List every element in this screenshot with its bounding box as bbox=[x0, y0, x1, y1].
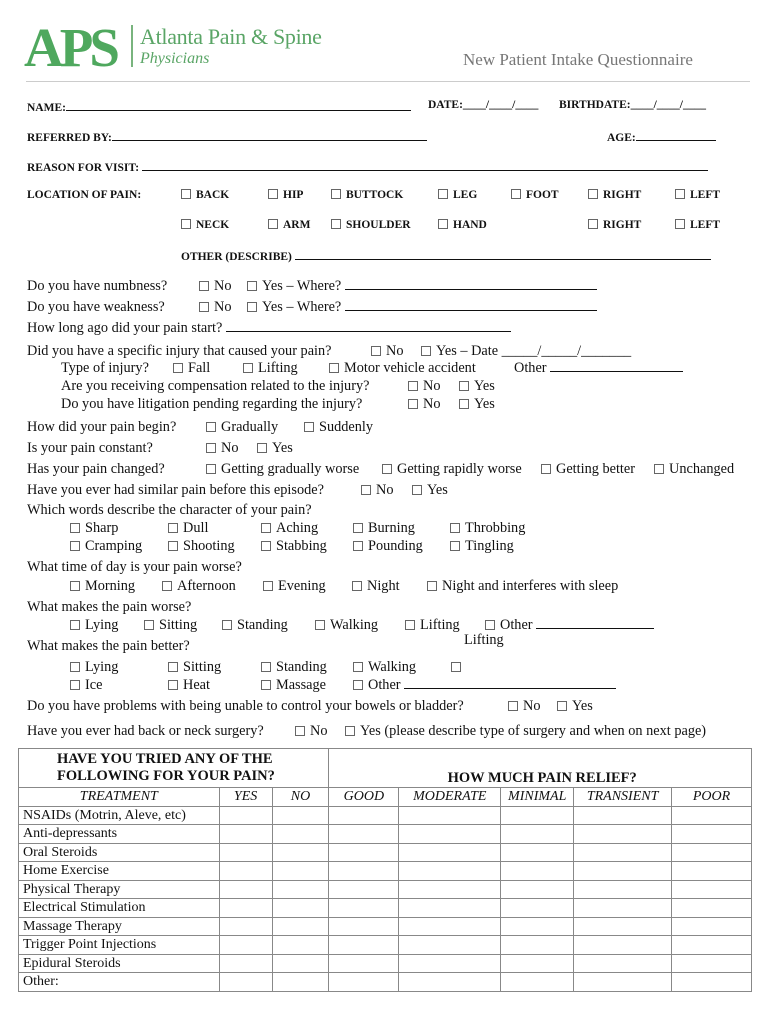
location-label: LOCATION OF PAIN: bbox=[27, 189, 142, 201]
treatment-cell-moderate[interactable] bbox=[399, 880, 501, 899]
weakness-yes[interactable]: Yes – Where? bbox=[247, 299, 597, 316]
treatment-cell-moderate[interactable] bbox=[399, 806, 501, 825]
table-header-row bbox=[19, 749, 752, 788]
loc-shoulder[interactable]: SHOULDER bbox=[331, 219, 411, 231]
brand-divider bbox=[131, 25, 133, 67]
treatment-cell-yes[interactable] bbox=[219, 936, 272, 955]
treatment-cell-minimal[interactable] bbox=[501, 973, 574, 992]
litigation-question: Do you have litigation pending regarding the injury? bbox=[61, 396, 363, 412]
table-row bbox=[19, 973, 752, 992]
treatment-cell-poor[interactable] bbox=[672, 825, 752, 844]
char-cramping[interactable]: Cramping bbox=[70, 538, 142, 555]
treatment-cell-yes[interactable] bbox=[219, 843, 272, 862]
treatment-cell-minimal[interactable] bbox=[501, 825, 574, 844]
worse-lying[interactable]: Lying bbox=[70, 617, 118, 634]
treatment-cell-yes[interactable] bbox=[219, 880, 272, 899]
brand-subtitle: Physicians bbox=[140, 50, 210, 67]
treatment-cell-no[interactable] bbox=[272, 862, 329, 881]
changed-rapidly-worse[interactable]: Getting rapidly worse bbox=[382, 461, 522, 478]
table-row bbox=[19, 825, 752, 844]
treatment-cell-yes[interactable] bbox=[219, 899, 272, 918]
table-column-row bbox=[19, 788, 752, 807]
loc-leg[interactable]: LEG bbox=[438, 189, 477, 201]
treatment-cell-poor[interactable] bbox=[672, 936, 752, 955]
treatment-name: Electrical Stimulation bbox=[19, 899, 220, 918]
treatment-cell-no[interactable] bbox=[272, 954, 329, 973]
worse-standing[interactable]: Standing bbox=[222, 617, 288, 634]
col-poor: POOR bbox=[672, 788, 752, 807]
similar-yes[interactable]: Yes bbox=[412, 482, 448, 499]
constant-yes[interactable]: Yes bbox=[257, 440, 293, 457]
better-massage[interactable]: Massage bbox=[261, 677, 326, 694]
bowel-yes[interactable]: Yes bbox=[557, 698, 593, 715]
better-standing[interactable]: Standing bbox=[261, 659, 327, 676]
loc-left-1[interactable]: LEFT bbox=[675, 189, 720, 201]
treatment-name: Massage Therapy bbox=[19, 917, 220, 936]
table-header-left: HAVE YOU TRIED ANY OF THE FOLLOWING FOR YOUR PAIN? bbox=[19, 749, 329, 788]
table-row bbox=[19, 936, 752, 955]
injury-other[interactable]: Other bbox=[514, 360, 683, 377]
treatment-cell-minimal[interactable] bbox=[501, 862, 574, 881]
treatment-name: Home Exercise bbox=[19, 862, 220, 881]
treatment-cell-minimal[interactable] bbox=[501, 899, 574, 918]
treatment-cell-poor[interactable] bbox=[672, 862, 752, 881]
bowel-question: Do you have problems with being unable to control your bowels or bladder? bbox=[27, 698, 464, 714]
worse-sitting[interactable]: Sitting bbox=[144, 617, 197, 634]
char-pounding[interactable]: Pounding bbox=[353, 538, 423, 555]
treatment-name: Anti-depressants bbox=[19, 825, 220, 844]
treatment-name: Other: bbox=[19, 973, 220, 992]
weakness-no[interactable]: No bbox=[199, 299, 231, 316]
changed-unchanged[interactable]: Unchanged bbox=[654, 461, 734, 478]
table-row bbox=[19, 806, 752, 825]
col-moderate: MODERATE bbox=[399, 788, 501, 807]
treatment-cell-good[interactable] bbox=[329, 936, 399, 955]
better-lifting-label: Lifting bbox=[464, 632, 504, 648]
loc-foot[interactable]: FOOT bbox=[511, 189, 559, 201]
begin-question: How did your pain begin? bbox=[27, 419, 177, 435]
brand-name: Atlanta Pain & Spine bbox=[140, 24, 322, 49]
loc-back[interactable]: BACK bbox=[181, 189, 229, 201]
other-describe-field[interactable]: OTHER (DESCRIBE) bbox=[181, 248, 711, 263]
compensation-question: Are you receiving compensation related to the injury? bbox=[61, 378, 370, 394]
treatment-cell-yes[interactable] bbox=[219, 825, 272, 844]
char-throbbing[interactable]: Throbbing bbox=[450, 520, 525, 537]
treatment-name: Epidural Steroids bbox=[19, 954, 220, 973]
treatment-cell-moderate[interactable] bbox=[399, 843, 501, 862]
treatment-cell-poor[interactable] bbox=[672, 954, 752, 973]
treatment-cell-moderate[interactable] bbox=[399, 862, 501, 881]
treatment-cell-transient[interactable] bbox=[574, 880, 672, 899]
treatment-cell-transient[interactable] bbox=[574, 899, 672, 918]
similar-no[interactable]: No bbox=[361, 482, 393, 499]
col-treatment: TREATMENT bbox=[19, 788, 220, 807]
treatment-cell-good[interactable] bbox=[329, 954, 399, 973]
better-question: What makes the pain better? bbox=[27, 638, 190, 654]
loc-hand[interactable]: HAND bbox=[438, 219, 487, 231]
compensation-yes[interactable]: Yes bbox=[459, 378, 495, 395]
char-stabbing[interactable]: Stabbing bbox=[261, 538, 327, 555]
worse-question: What makes the pain worse? bbox=[27, 599, 192, 615]
treatment-cell-no[interactable] bbox=[272, 843, 329, 862]
better-other[interactable]: Other bbox=[353, 677, 616, 694]
numbness-no[interactable]: No bbox=[199, 278, 231, 295]
treatment-cell-no[interactable] bbox=[272, 880, 329, 899]
col-yes: YES bbox=[219, 788, 272, 807]
treatment-cell-good[interactable] bbox=[329, 973, 399, 992]
treatment-cell-transient[interactable] bbox=[574, 973, 672, 992]
treatment-cell-moderate[interactable] bbox=[399, 973, 501, 992]
table-row bbox=[19, 880, 752, 899]
loc-neck[interactable]: NECK bbox=[181, 219, 229, 231]
logo-text: APS bbox=[24, 22, 116, 70]
surgery-question: Have you ever had back or neck surgery? bbox=[27, 723, 264, 739]
treatment-cell-yes[interactable] bbox=[219, 973, 272, 992]
col-minimal: MINIMAL bbox=[501, 788, 574, 807]
char-aching[interactable]: Aching bbox=[261, 520, 318, 537]
better-sitting[interactable]: Sitting bbox=[168, 659, 221, 676]
injury-mva[interactable]: Motor vehicle accident bbox=[329, 360, 476, 377]
compensation-no[interactable]: No bbox=[408, 378, 440, 395]
treatment-cell-minimal[interactable] bbox=[501, 954, 574, 973]
treatment-cell-poor[interactable] bbox=[672, 899, 752, 918]
birthdate-field[interactable]: BIRTHDATE:____/____/____ bbox=[559, 99, 706, 111]
loc-right-2[interactable]: RIGHT bbox=[588, 219, 641, 231]
better-lying[interactable]: Lying bbox=[70, 659, 118, 676]
how-long-field[interactable]: How long ago did your pain start? bbox=[27, 320, 511, 337]
treatment-name: Trigger Point Injections bbox=[19, 936, 220, 955]
loc-arm[interactable]: ARM bbox=[268, 219, 310, 231]
treatment-cell-yes[interactable] bbox=[219, 954, 272, 973]
treatment-name: NSAIDs (Motrin, Aleve, etc) bbox=[19, 806, 220, 825]
table-header-right: HOW MUCH PAIN RELIEF? bbox=[329, 749, 752, 788]
treatment-cell-transient[interactable] bbox=[574, 825, 672, 844]
similar-question: Have you ever had similar pain before this episode? bbox=[27, 482, 324, 498]
treatment-cell-good[interactable] bbox=[329, 825, 399, 844]
constant-no[interactable]: No bbox=[206, 440, 238, 457]
treatment-cell-transient[interactable] bbox=[574, 917, 672, 936]
treatment-cell-moderate[interactable] bbox=[399, 936, 501, 955]
treatment-cell-yes[interactable] bbox=[219, 806, 272, 825]
treatment-cell-moderate[interactable] bbox=[399, 954, 501, 973]
treatment-cell-moderate[interactable] bbox=[399, 917, 501, 936]
aps-logo bbox=[24, 22, 124, 70]
col-transient: TRANSIENT bbox=[574, 788, 672, 807]
treatment-cell-good[interactable] bbox=[329, 862, 399, 881]
treatment-cell-poor[interactable] bbox=[672, 843, 752, 862]
better-ice[interactable]: Ice bbox=[70, 677, 102, 694]
time-question: What time of day is your pain worse? bbox=[27, 559, 242, 575]
treatment-cell-good[interactable] bbox=[329, 899, 399, 918]
treatment-name: Oral Steroids bbox=[19, 843, 220, 862]
treatment-cell-yes[interactable] bbox=[219, 862, 272, 881]
character-question: Which words describe the character of your pain? bbox=[27, 502, 312, 518]
treatment-cell-minimal[interactable] bbox=[501, 880, 574, 899]
treatment-cell-poor[interactable] bbox=[672, 806, 752, 825]
treatment-cell-moderate[interactable] bbox=[399, 899, 501, 918]
name-field[interactable]: NAME: bbox=[27, 99, 411, 114]
table-row bbox=[19, 899, 752, 918]
treatment-cell-no[interactable] bbox=[272, 917, 329, 936]
worse-walking[interactable]: Walking bbox=[315, 617, 378, 634]
treatment-cell-minimal[interactable] bbox=[501, 843, 574, 862]
changed-question: Has your pain changed? bbox=[27, 461, 165, 477]
treatment-cell-poor[interactable] bbox=[672, 973, 752, 992]
table-row bbox=[19, 843, 752, 862]
changed-better[interactable]: Getting better bbox=[541, 461, 635, 478]
treatment-cell-good[interactable] bbox=[329, 843, 399, 862]
bowel-no[interactable]: No bbox=[508, 698, 540, 715]
table-row bbox=[19, 954, 752, 973]
changed-gradually-worse[interactable]: Getting gradually worse bbox=[206, 461, 359, 478]
age-field[interactable]: AGE: bbox=[607, 129, 716, 144]
treatment-cell-no[interactable] bbox=[272, 936, 329, 955]
table-row bbox=[19, 917, 752, 936]
header-rule bbox=[26, 81, 750, 82]
injury-fall[interactable]: Fall bbox=[173, 360, 210, 377]
treatment-cell-transient[interactable] bbox=[574, 806, 672, 825]
time-morning[interactable]: Morning bbox=[70, 578, 135, 595]
loc-left-2[interactable]: LEFT bbox=[675, 219, 720, 231]
date-field[interactable]: DATE:____/____/____ bbox=[428, 99, 539, 111]
better-lifting-checkbox[interactable] bbox=[451, 659, 466, 676]
injury-question: Did you have a specific injury that caused your pain? bbox=[27, 343, 332, 359]
begin-suddenly[interactable]: Suddenly bbox=[304, 419, 373, 436]
litigation-yes[interactable]: Yes bbox=[459, 396, 495, 413]
table-row bbox=[19, 862, 752, 881]
treatment-cell-good[interactable] bbox=[329, 806, 399, 825]
referred-by-field[interactable]: REFERRED BY: bbox=[27, 129, 427, 144]
numbness-yes[interactable]: Yes – Where? bbox=[247, 278, 597, 295]
litigation-no[interactable]: No bbox=[408, 396, 440, 413]
form-title: New Patient Intake Questionnaire bbox=[463, 50, 693, 69]
treatment-cell-good[interactable] bbox=[329, 917, 399, 936]
worse-other[interactable]: Other bbox=[485, 617, 654, 634]
constant-question: Is your pain constant? bbox=[27, 440, 153, 456]
treatment-cell-minimal[interactable] bbox=[501, 806, 574, 825]
treatment-cell-no[interactable] bbox=[272, 825, 329, 844]
col-good: GOOD bbox=[329, 788, 399, 807]
time-afternoon[interactable]: Afternoon bbox=[162, 578, 236, 595]
injury-yes-date[interactable]: Yes – Date _____/_____/_______ bbox=[421, 343, 631, 360]
treatment-cell-no[interactable] bbox=[272, 899, 329, 918]
char-tingling[interactable]: Tingling bbox=[450, 538, 514, 555]
loc-buttock[interactable]: BUTTOCK bbox=[331, 189, 403, 201]
treatment-cell-poor[interactable] bbox=[672, 880, 752, 899]
treatment-cell-poor[interactable] bbox=[672, 917, 752, 936]
treatment-cell-moderate[interactable] bbox=[399, 825, 501, 844]
better-heat[interactable]: Heat bbox=[168, 677, 210, 694]
time-evening[interactable]: Evening bbox=[263, 578, 326, 595]
surgery-yes[interactable]: Yes (please describe type of surgery and when on next page) bbox=[345, 723, 706, 740]
loc-right-1[interactable]: RIGHT bbox=[588, 189, 641, 201]
begin-gradually[interactable]: Gradually bbox=[206, 419, 278, 436]
injury-type-label: Type of injury? bbox=[61, 360, 149, 376]
time-night-sleep[interactable]: Night and interferes with sleep bbox=[427, 578, 618, 595]
char-dull[interactable]: Dull bbox=[168, 520, 208, 537]
treatment-cell-transient[interactable] bbox=[574, 954, 672, 973]
char-shooting[interactable]: Shooting bbox=[168, 538, 235, 555]
treatment-cell-yes[interactable] bbox=[219, 917, 272, 936]
weakness-question: Do you have weakness? bbox=[27, 299, 165, 315]
injury-no[interactable]: No bbox=[371, 343, 403, 360]
worse-lifting[interactable]: Lifting bbox=[405, 617, 460, 634]
treatment-cell-good[interactable] bbox=[329, 880, 399, 899]
char-burning[interactable]: Burning bbox=[353, 520, 415, 537]
loc-hip[interactable]: HIP bbox=[268, 189, 303, 201]
treatment-cell-transient[interactable] bbox=[574, 862, 672, 881]
col-no: NO bbox=[272, 788, 329, 807]
treatment-cell-no[interactable] bbox=[272, 806, 329, 825]
surgery-no[interactable]: No bbox=[295, 723, 327, 740]
treatment-cell-transient[interactable] bbox=[574, 936, 672, 955]
injury-lifting[interactable]: Lifting bbox=[243, 360, 298, 377]
treatment-cell-no[interactable] bbox=[272, 973, 329, 992]
treatment-cell-minimal[interactable] bbox=[501, 936, 574, 955]
time-night[interactable]: Night bbox=[352, 578, 400, 595]
treatment-cell-transient[interactable] bbox=[574, 843, 672, 862]
treatment-name: Physical Therapy bbox=[19, 880, 220, 899]
better-walking[interactable]: Walking bbox=[353, 659, 416, 676]
treatment-cell-minimal[interactable] bbox=[501, 917, 574, 936]
numbness-question: Do you have numbness? bbox=[27, 278, 168, 294]
treatment-table bbox=[18, 748, 752, 992]
char-sharp[interactable]: Sharp bbox=[70, 520, 118, 537]
reason-field[interactable]: REASON FOR VISIT: bbox=[27, 159, 708, 174]
